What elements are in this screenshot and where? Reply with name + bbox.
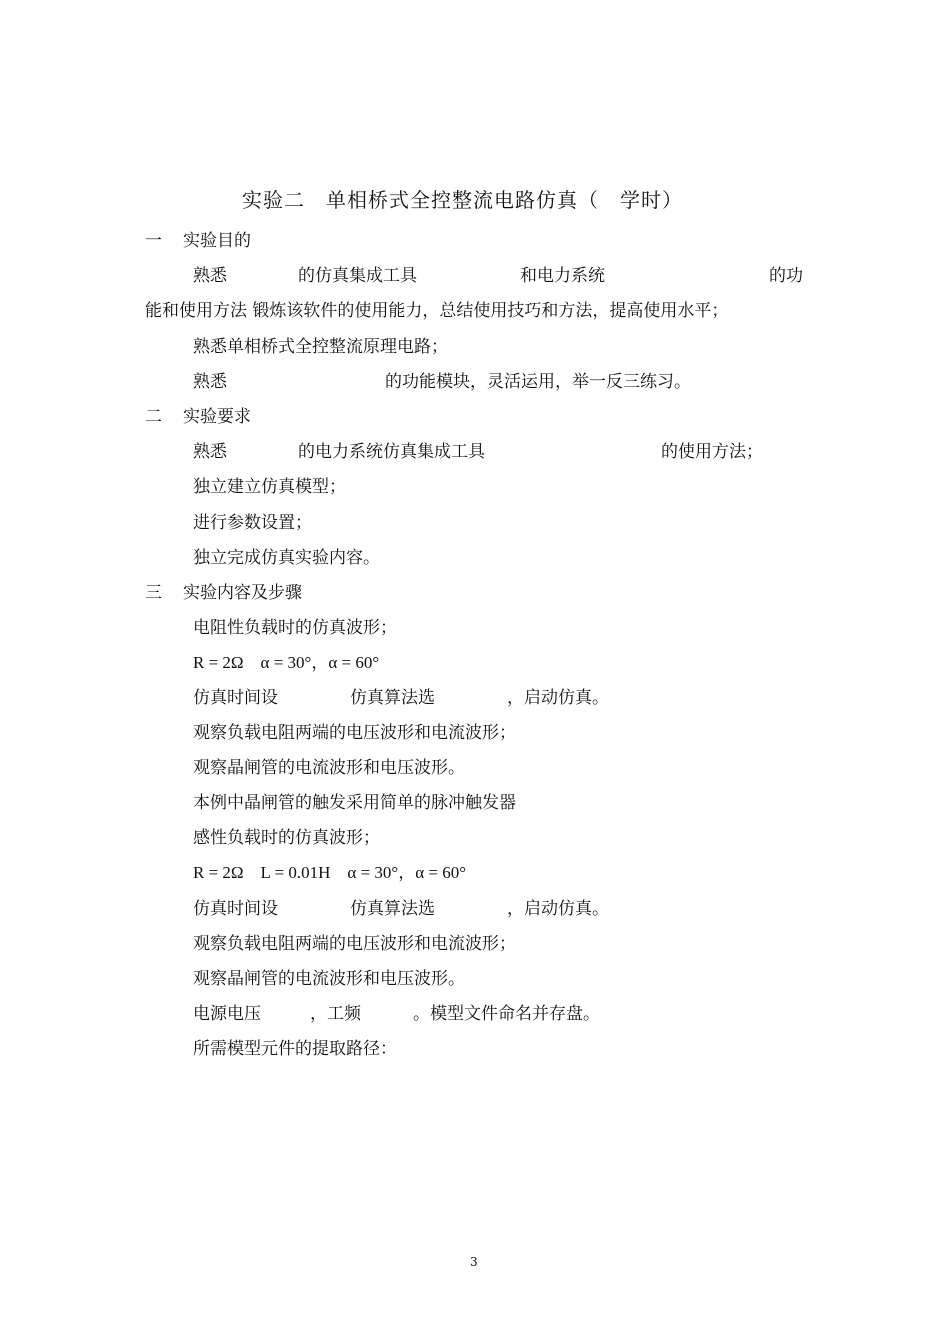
s1-p1-text: 的仿真集成工具 — [298, 266, 417, 286]
s1-p3-text: 熟悉 — [193, 372, 227, 392]
s2-p3: 进行参数设置； — [193, 513, 312, 533]
section-1-number: 一 — [145, 231, 162, 251]
section-2-number: 二 — [145, 407, 162, 427]
section-1-heading: 实验目的 — [183, 231, 251, 251]
s1-p1-line2: 能和使用方法 锻炼该软件的使用能力，总结使用技巧和方法，提高使用水平； — [145, 301, 729, 321]
s3-equation-1: R = 2Ω α = 30°，α = 60° — [193, 653, 380, 672]
s2-p1-text: 熟悉 — [193, 442, 227, 462]
s3-equation-2: R = 2Ω L = 0.01H α = 30°，α = 60° — [193, 863, 467, 882]
s3-r4: 观察晶闸管的电流波形和电压波形。 — [193, 758, 465, 778]
s3-r2-text: 仿真时间设 — [193, 688, 278, 708]
s3-i3: 观察负载电阻两端的电压波形和电流波形； — [193, 934, 516, 954]
page-number: 3 — [470, 1255, 478, 1269]
s1-p2: 熟悉单相桥式全控整流原理电路； — [193, 337, 448, 357]
s3-r2-text: ，启动仿真。 — [507, 688, 609, 708]
s2-p1-text: 的使用方法； — [661, 442, 763, 462]
s3-i5-text: 电源电压 — [193, 1004, 261, 1024]
s2-p2: 独立建立仿真模型； — [193, 477, 346, 497]
s3-resistive-load: 电阻性负载时的仿真波形； — [193, 618, 397, 638]
s3-i2-text: 仿真算法选 — [350, 899, 435, 919]
section-2-heading: 实验要求 — [183, 407, 251, 427]
section-3-heading: 实验内容及步骤 — [183, 583, 302, 603]
s1-p1-text: 熟悉 — [193, 266, 227, 286]
s2-p4: 独立完成仿真实验内容。 — [193, 548, 380, 568]
s3-r5: 本例中晶闸管的触发采用简单的脉冲触发器 — [193, 793, 516, 813]
s1-p1-text: 的功 — [769, 266, 803, 286]
s3-i5-text: 。模型文件命名并存盘。 — [413, 1004, 600, 1024]
s3-r3: 观察负载电阻两端的电压波形和电流波形； — [193, 723, 516, 743]
s1-p3-text: 的功能模块，灵活运用，举一反三练习。 — [385, 372, 691, 392]
s2-p1-text: 的电力系统仿真集成工具 — [298, 442, 485, 462]
s3-i5-text: ，工频 — [310, 1004, 361, 1024]
s3-i2-text: ，启动仿真。 — [507, 899, 609, 919]
s3-inductive-load: 感性负载时的仿真波形； — [193, 828, 380, 848]
s1-p1-text: 和电力系统 — [520, 266, 605, 286]
section-3-number: 三 — [145, 583, 162, 603]
s3-r2-text: 仿真算法选 — [350, 688, 435, 708]
s3-i6: 所需模型元件的提取路径： — [193, 1039, 397, 1059]
s3-i4: 观察晶闸管的电流波形和电压波形。 — [193, 969, 465, 989]
page-title: 实验二 单相桥式全控整流电路仿真（ 学时） — [242, 188, 683, 212]
s3-i2-text: 仿真时间设 — [193, 899, 278, 919]
